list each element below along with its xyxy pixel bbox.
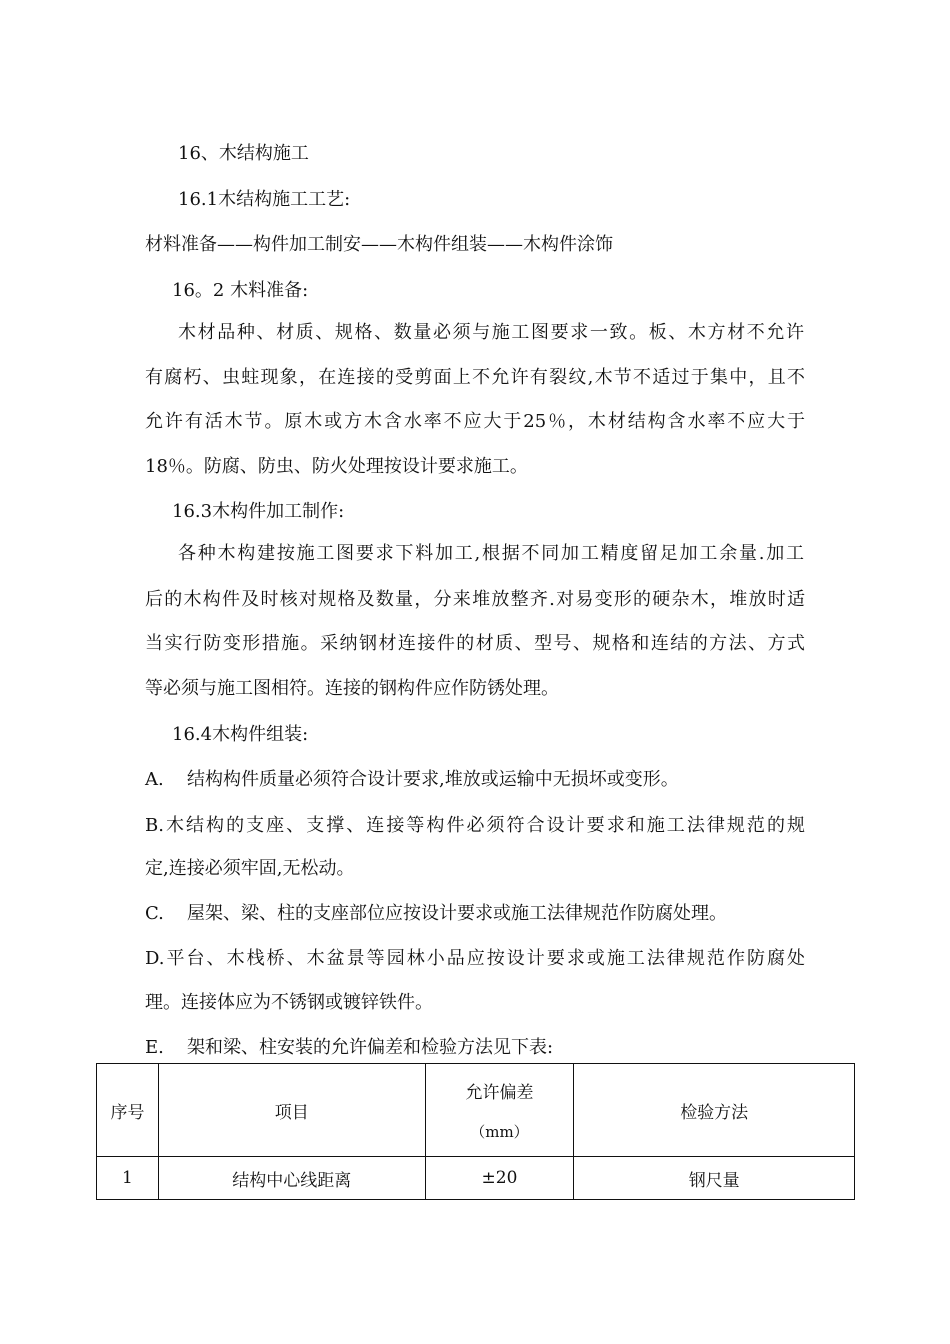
paragraph-line: 木材品种、材质、规格、数量必须与施工图要求一致。板、木方材不允许 (178, 322, 804, 343)
list-item-label: D. (145, 948, 165, 969)
subsection-16-4-title: 16.4木构件组装: (172, 724, 309, 745)
table-row (97, 1157, 855, 1200)
cell-tolerance: ±20 (425, 1157, 574, 1200)
header-tolerance (425, 1064, 574, 1157)
paragraph-line: 当实行防变形措施。采纳钢材连接件的材质、型号、规格和连结的方法、方式 (145, 633, 805, 654)
cell-no: 1 (97, 1157, 159, 1200)
paragraph-line: 后的木构件及时核对规格及数量，分来堆放整齐.对易变形的硬杂木，堆放时适 (145, 589, 805, 610)
header-tolerance-unit: （mm） (470, 1123, 529, 1141)
list-item-text: 结构构件质量必须符合设计要求,堆放或运输中无损坏或变形。 (187, 769, 679, 790)
paragraph-line: 18％。防腐、防虫、防火处理按设计要求施工。 (145, 456, 528, 477)
subsection-16-3-title: 16.3木构件加工制作: (172, 501, 345, 522)
list-item-b (145, 814, 805, 838)
list-item-text: 平台、木栈桥、木盆景等园林小品应按设计要求或施工法律规范作防腐处 (164, 948, 805, 969)
list-item-e (145, 1036, 553, 1060)
list-item-label: A. (145, 769, 164, 790)
subsection-16-2-title: 16。2 木料准备: (172, 280, 309, 301)
list-item-text: 木结构的支座、支撑、连接等构件必须符合设计要求和施工法律规范的规 (163, 815, 805, 836)
list-item-c (145, 902, 727, 926)
paragraph-line: 等必须与施工图相符。连接的钢构件应作防锈处理。 (145, 678, 559, 699)
header-method: 检验方法 (574, 1064, 855, 1157)
cell-method: 钢尺量 (574, 1157, 855, 1200)
list-item-a (145, 768, 679, 792)
paragraph-line: 各种木构建按施工图要求下料加工,根据不同加工精度留足加工余量.加工 (178, 543, 804, 564)
paragraph-line: 允许有活木节。原木或方木含水率不应大于25％，木材结构含水率不应大于 (145, 411, 805, 432)
list-item-d (145, 947, 805, 971)
header-item: 项目 (158, 1064, 425, 1157)
list-item-b-continued: 定,连接必须牢固,无松动。 (145, 858, 355, 879)
header-tolerance-label: 允许偏差 (465, 1083, 534, 1103)
cell-item: 结构中心线距离 (158, 1157, 425, 1200)
list-item-text: 架和梁、柱安装的允许偏差和检验方法见下表: (187, 1037, 554, 1058)
subsection-16-1-title: 16.1木结构施工工艺: (178, 189, 351, 210)
list-item-text: 屋架、梁、柱的支座部位应按设计要求或施工法律规范作防腐处理。 (187, 903, 727, 924)
list-item-label: E. (145, 1037, 164, 1058)
paragraph-line: 有腐朽、虫蛀现象，在连接的受剪面上不允许有裂纹,木节不适过于集中，且不 (145, 367, 805, 388)
section-heading: 16、木结构施工 (178, 143, 309, 164)
tolerance-table (96, 1063, 855, 1200)
header-no: 序号 (97, 1064, 159, 1157)
list-item-label: C. (145, 903, 164, 924)
list-item-label: B. (145, 815, 164, 836)
list-item-d-continued: 理。连接体应为不锈钢或镀锌铁件。 (145, 992, 433, 1013)
table-header-row (97, 1064, 855, 1157)
process-flow: 材料准备——构件加工制安——木构件组装——木构件涂饰 (145, 234, 613, 255)
